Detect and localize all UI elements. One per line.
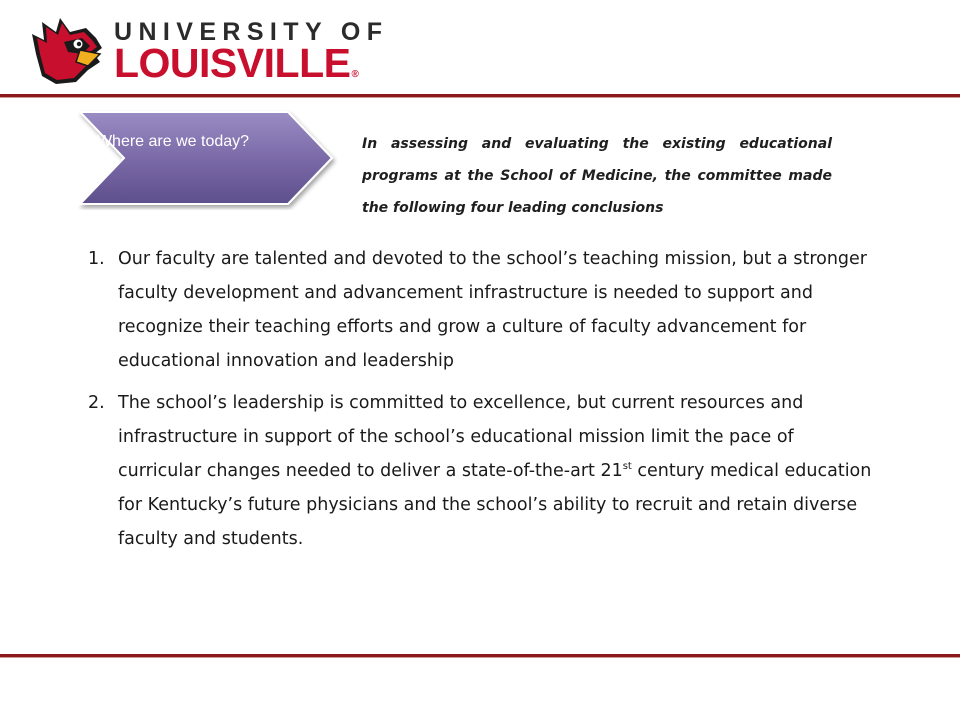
list-item bbox=[88, 386, 878, 556]
chevron-label: Where are we today? bbox=[96, 133, 250, 150]
where-are-we-chevron bbox=[78, 108, 338, 210]
list-item bbox=[88, 242, 878, 378]
conclusions-list bbox=[88, 242, 878, 564]
logo-line-louisville bbox=[114, 40, 358, 87]
ordinal-superscript: st bbox=[622, 461, 632, 473]
list-item-number: 1. bbox=[88, 249, 105, 269]
registered-mark: ® bbox=[351, 69, 359, 80]
intro-text: In assessing and evaluating the existing educational programs at the School of Medicine, the committee made the following four leading conclusions bbox=[362, 136, 832, 216]
footer-divider bbox=[0, 654, 960, 658]
list-item-text bbox=[118, 393, 871, 549]
list-item-number: 2. bbox=[88, 393, 105, 413]
university-logo bbox=[22, 8, 389, 88]
logo-wordmark: LOUISVILLE bbox=[114, 40, 351, 86]
list-item-text: Our faculty are talented and devoted to the school’s teaching mission, but a stronger faculty development and advancement infrastructure is needed to support and recognize their teaching efforts and grow a culture of faculty advancement for educational innovation and leadership bbox=[118, 249, 868, 371]
cardinal-bird-icon bbox=[30, 14, 104, 86]
header-divider bbox=[0, 94, 960, 98]
list-item-text-part: century medical education for Kentucky’s future physicians and the school’s ability to recruit and retain diverse faculty and students. bbox=[118, 461, 872, 549]
logo-line-university-of: UNIVERSITY OF bbox=[114, 18, 389, 46]
list-item-text-part: The school’s leadership is committed to excellence, but current resources and infrastructure in support of the school’s educational mission limit the pace of curricular changes needed to deliver a state-of-the-art 21 bbox=[118, 393, 804, 481]
